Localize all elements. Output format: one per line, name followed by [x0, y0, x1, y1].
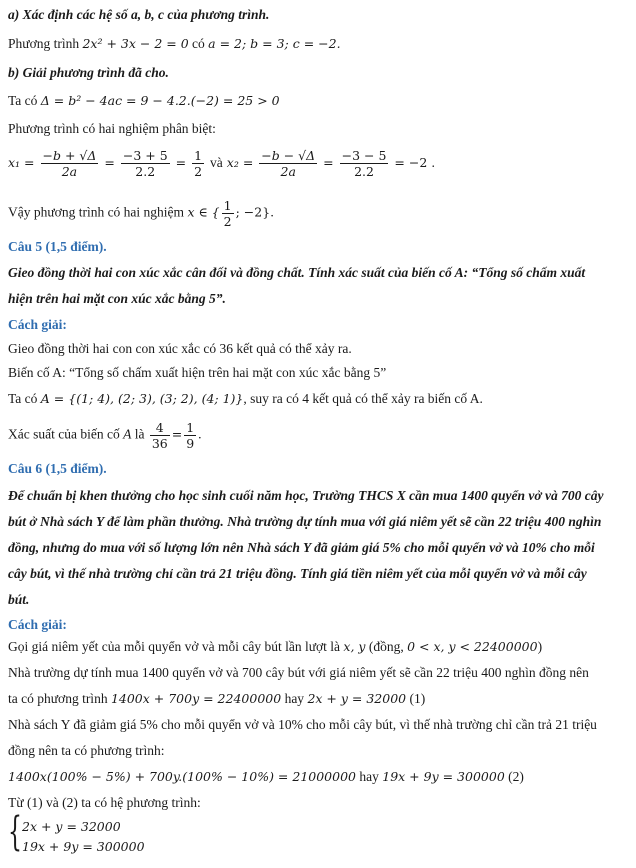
- question-5-text: hiện trên hai mặt con xúc xắc bằng 5”.: [8, 291, 226, 306]
- fraction: $\frac{-3 + 5}{2.2}$: [122, 148, 168, 179]
- solution-line: Gieo đồng thời hai con con xúc xắc có 36 kết quả có thể xảy ra.: [8, 341, 352, 356]
- system-row: 19x + 9y = 300000: [22, 839, 145, 854]
- or-word: hay: [284, 691, 305, 706]
- delta-expression: Δ = b² − 4ac = 9 − 4.2.(−2) = 25 > 0: [40, 93, 280, 108]
- question-6-text: bút ở Nhà sách Y để làm phần thưởng. Nhà trường dự tính mua với giá niêm yết sẽ cần 22 triệu 400 nghìn: [8, 514, 602, 529]
- equals-sign: =: [323, 155, 334, 170]
- fraction: $\frac{1}{2}$: [194, 148, 203, 179]
- variables: x, y: [343, 639, 366, 654]
- x2-value: = −2 .: [394, 155, 436, 170]
- left-brace-icon: {: [8, 809, 22, 855]
- equation-line: [8, 35, 341, 53]
- variables-text: Gọi giá niêm yết của mỗi quyển vở và mỗi cây bút lần lượt là: [8, 639, 341, 654]
- x1-label: x₁ =: [8, 155, 35, 170]
- fraction: $\frac{-b + √\Delta}{2a}$: [42, 148, 97, 179]
- event-set-suffix: , suy ra có 4 kết quả có thể xảy ra biến cố A.: [243, 391, 483, 406]
- equation-mid: có: [192, 36, 205, 51]
- question-5-text: Gieo đồng thời hai con xúc xắc cân đối và đồng chất. Tính xác suất của biến cố A: “Tổng số chấm xuất: [8, 265, 586, 280]
- section-b-heading: b) Giải phương trình đã cho.: [8, 65, 169, 80]
- solution-line: Nhà sách Y đã giảm giá 5% cho mỗi quyển vở và 10% cho mỗi cây bút, vì thế nhà trường chỉ cần trả 21 triệu: [8, 717, 597, 732]
- equation-prefix: Phương trình: [8, 36, 80, 51]
- x2-label: x₂ =: [226, 155, 254, 170]
- equation-1-line: [8, 690, 425, 708]
- equation-2-simplified: 19x + 9y = 300000: [382, 769, 505, 784]
- section-a-heading: a) Xác định các hệ số a, b, c của phương trình.: [8, 7, 270, 22]
- solution-set-open: x ∈ {: [187, 204, 220, 220]
- event-a: A: [123, 426, 132, 442]
- solution-line: Từ (1) và (2) ta có hệ phương trình:: [8, 795, 201, 810]
- fraction: $\frac{1}{2}$: [223, 198, 232, 229]
- fraction: $\frac{-b - √\Delta}{2a}$: [261, 148, 316, 179]
- roots-formula-line: [8, 148, 435, 179]
- question-6-text: bút.: [8, 592, 30, 607]
- equation-2-line: [8, 768, 524, 786]
- is-word: là: [134, 426, 145, 442]
- solution-line: [8, 638, 542, 656]
- question-6-text: Để chuẩn bị khen thưởng cho học sinh cuối năm học, Trường THCS X cần mua 1400 quyển vở và 700 cây: [8, 488, 604, 503]
- fraction: $\frac{1}{9}$: [186, 420, 195, 451]
- question-6-text: đồng, nhưng do mua với số lượng lớn nên Nhà sách Y đã giảm giá 5% cho mỗi quyển vở và 10% cho mỗi: [8, 540, 595, 555]
- question-6-text: cây bút, vì thế nhà trường chỉ cần trả 21 triệu đồng. Tính giá tiền niêm yết của mỗi quyển vở và mỗi cây: [8, 566, 587, 581]
- question-6-heading: Câu 6 (1,5 điểm).: [8, 461, 107, 476]
- unit-text: (đồng,: [368, 639, 404, 654]
- equals-sign: =: [175, 155, 187, 170]
- equation-2-full: 1400x(100% − 5%) + 700y.(100% − 10%) = 21000000: [8, 769, 356, 784]
- solution-line: đồng nên ta có phương trình:: [8, 743, 165, 758]
- period: .: [198, 426, 202, 442]
- conclusion-prefix: Vậy phương trình có hai nghiệm: [8, 204, 185, 220]
- event-set-line: [8, 390, 483, 408]
- equation-tag: (2): [508, 769, 524, 784]
- delta-line: [8, 92, 280, 110]
- equation-1-prefix: ta có phương trình: [8, 691, 108, 706]
- probability-prefix: Xác suất của biến cố: [8, 426, 120, 442]
- equation-tag: (1): [409, 691, 426, 706]
- conclusion-line: [8, 198, 274, 229]
- system-row: 2x + y = 32000: [22, 819, 121, 834]
- two-roots-text: Phương trình có hai nghiệm phân biệt:: [8, 121, 216, 136]
- fraction: $\frac{-3 - 5}{2.2}$: [341, 148, 387, 179]
- close-paren: ): [537, 639, 543, 654]
- condition: 0 < x, y < 22400000: [407, 639, 538, 654]
- solution-line: Biến cố A: “Tổng số chấm xuất hiện trên hai mặt con xúc xắc bằng 5”: [8, 365, 387, 380]
- or-word: hay: [359, 769, 379, 784]
- and-word: và: [210, 155, 223, 170]
- quadratic-equation: 2x² + 3x − 2 = 0: [82, 36, 189, 51]
- solution-set-close: ; −2}.: [235, 204, 275, 220]
- coefficients: a = 2; b = 3; c = −2.: [208, 36, 341, 51]
- equation-1-simplified: 2x + y = 32000: [307, 691, 407, 706]
- event-set-prefix: Ta có: [8, 391, 38, 406]
- equals-sign: =: [171, 426, 183, 442]
- fraction: $\frac{4}{36}$: [151, 420, 168, 451]
- solution-heading: Cách giải:: [8, 317, 67, 332]
- probability-line: [8, 420, 202, 451]
- delta-prefix: Ta có: [8, 93, 38, 108]
- question-5-heading: Câu 5 (1,5 điểm).: [8, 239, 107, 254]
- event-set: A = {(1; 4), (2; 3), (3; 2), (4; 1)}: [40, 391, 244, 406]
- equals-sign: =: [104, 155, 115, 170]
- equation-1-full: 1400x + 700y = 22400000: [110, 691, 282, 706]
- solution-line: Nhà trường dự tính mua 1400 quyển vở và 700 cây bút với giá niêm yết sẽ cần 22 triệu 400 nghìn đồng nên: [8, 665, 589, 680]
- solution-heading: Cách giải:: [8, 617, 67, 632]
